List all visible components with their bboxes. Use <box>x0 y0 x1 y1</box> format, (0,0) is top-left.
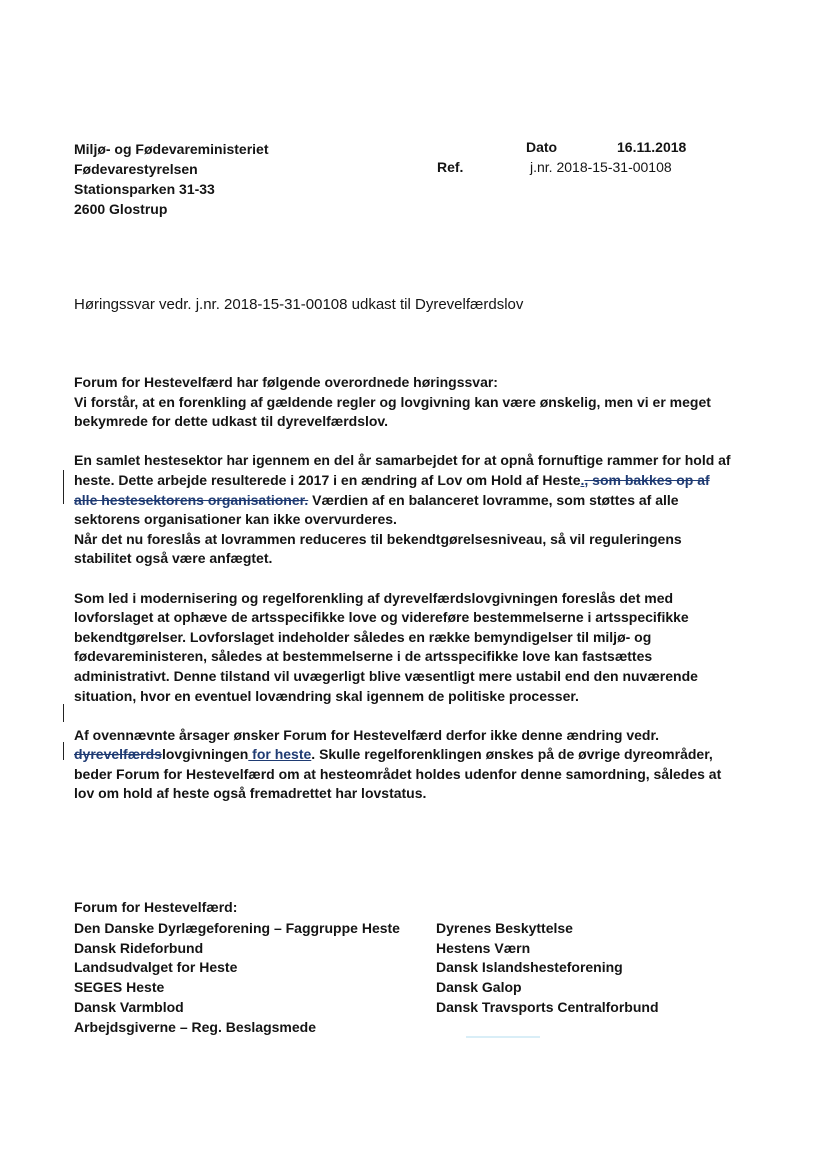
text-line: bekendtgørelser. Lovforslaget indeholder således en række bemyndigelser til miljø- og <box>74 628 652 645</box>
deleted-text: , som bakkes op af <box>584 471 710 488</box>
recipient-line: Stationsparken 31-33 <box>74 181 215 197</box>
member-item: Dansk Varmblod <box>74 998 184 1015</box>
recipient-address <box>74 139 268 219</box>
text-line: bekymrede for dette udkast til dyrevelfærdslov. <box>74 413 389 430</box>
paragraph-sector <box>74 451 746 569</box>
text-line: lov om hold af heste også fremadrettet har lovstatus. <box>74 785 427 802</box>
inserted-text: for heste <box>248 746 312 763</box>
text-span: Værdien af en balanceret lovramme, som støttes af alle <box>308 491 679 508</box>
paragraph-conclusion <box>74 726 746 804</box>
change-bar <box>63 742 64 760</box>
member-item: Hestens Værn <box>436 939 531 956</box>
recipient-line: 2600 Glostrup <box>74 201 168 217</box>
member-item: Landsudvalget for Heste <box>74 959 238 976</box>
members-list-left <box>74 919 400 1037</box>
text-line: Af ovennævnte årsager ønsker Forum for Hestevelfærd derfor ikke denne ændring vedr. <box>74 726 660 743</box>
text-span: heste. Dette arbejde resulterede i 2017 i en ændring af Lov om Hold af Heste <box>74 471 581 488</box>
text-line <box>74 745 746 765</box>
inserted-text: . <box>580 471 585 488</box>
ref-value: j.nr. 2018-15-31-00108 <box>530 159 672 175</box>
ref-label: Ref. <box>437 159 464 175</box>
text-line: Forum for Hestevelfærd har følgende overordnede høringssvar: <box>74 374 498 390</box>
member-item: Dansk Travsports Centralforbund <box>436 998 659 1015</box>
subject-line: Høringssvar vedr. j.nr. 2018-15-31-00108 udkast til Dyrevelfærdslov <box>74 296 524 313</box>
members-heading: Forum for Hestevelfærd: <box>74 899 238 915</box>
member-item: Dansk Islandshesteforening <box>436 959 623 976</box>
text-line: Når det nu foreslås at lovrammen reduceres til bekendtgørelsesniveau, så vil reguleringens <box>74 530 682 547</box>
date-value: 16.11.2018 <box>617 139 687 155</box>
date-label: Dato <box>526 139 558 155</box>
text-line: lovforslaget at ophæve de artsspecifikke love og videreføre bestemmelserne i artsspecifikke <box>74 609 689 626</box>
deleted-text: dyrevelfærds <box>74 746 162 763</box>
deleted-text: alle hestesektorens organisationer. <box>74 491 309 508</box>
text-line: Vi forstår, at en forenkling af gældende regler og lovgivning kan være ønskelig, men vi er meget <box>74 393 711 410</box>
text-line: administrativt. Denne tilstand vil uvægerligt blive væsentligt mere ustabil end den nuværende <box>74 667 698 684</box>
decorative-line <box>466 1036 540 1038</box>
member-item: SEGES Heste <box>74 979 165 996</box>
paragraph-intro <box>74 373 746 432</box>
text-line <box>74 491 746 511</box>
change-bar <box>63 704 64 722</box>
text-line: sektorens organisationer kan ikke overvurderes. <box>74 511 397 528</box>
member-item: Dansk Galop <box>436 979 522 996</box>
text-span: . Skulle regelforenklingen ønskes på de øvrige dyreområder, <box>311 746 713 763</box>
member-item: Dyrenes Beskyttelse <box>436 920 573 936</box>
recipient-line: Miljø- og Fødevareministeriet <box>74 141 269 157</box>
text-line: beder Forum for Hestevelfærd om at hesteområdet holdes udenfor denne samordning, således at <box>74 765 722 782</box>
members-list-right <box>436 919 659 1018</box>
letter-body <box>74 373 746 824</box>
member-item: Arbejdsgiverne – Reg. Beslagsmede <box>74 1018 316 1035</box>
recipient-line: Fødevarestyrelsen <box>74 161 198 177</box>
text-span: lovgivningen <box>161 746 249 763</box>
member-item: Dansk Rideforbund <box>74 939 204 956</box>
text-line <box>74 471 746 491</box>
text-line: situation, hvor en eventuel lovændring skal igennem de politiske processer. <box>74 687 579 704</box>
text-line: fødevareministeren, således at bestemmelserne i de artsspecifikke love kan fastsættes <box>74 648 653 665</box>
change-bar <box>63 470 64 504</box>
text-line: Som led i modernisering og regelforenkling af dyrevelfærdslovgivningen foreslås det med <box>74 589 674 606</box>
paragraph-modernisation <box>74 589 746 707</box>
text-line: stabilitet også være anfægtet. <box>74 550 273 567</box>
text-line: En samlet hestesektor har igennem en del år samarbejdet for at opnå fornuftige rammer for hold af <box>74 452 731 469</box>
member-item: Den Danske Dyrlægeforening – Faggruppe Heste <box>74 920 400 936</box>
